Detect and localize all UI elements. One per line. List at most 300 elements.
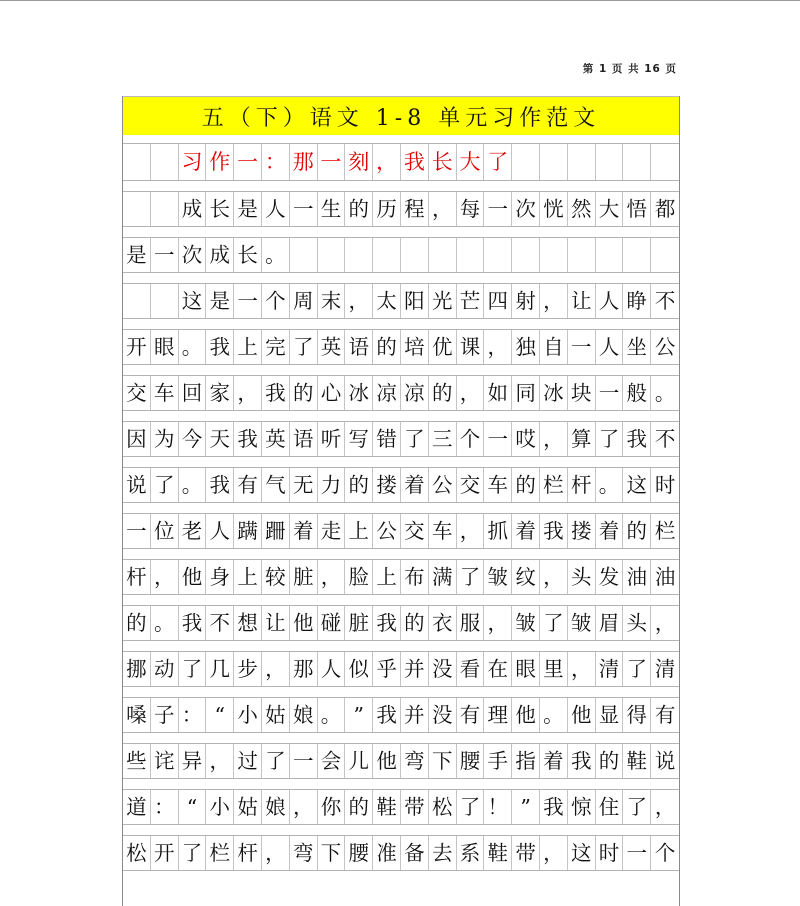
grid-cell (512, 238, 540, 272)
grid-cell: 的 (512, 468, 540, 502)
grid-cell: 了 (290, 330, 318, 364)
grid-cell: 娘 (262, 790, 290, 824)
grid-cell: 弯 (401, 744, 429, 778)
grid-cell: 是 (123, 238, 151, 272)
grid-cell (401, 238, 429, 272)
grid-cell: ， (262, 652, 290, 686)
grid-cell: 悟 (623, 192, 651, 226)
grid-cell: 没 (429, 652, 457, 686)
grid-cell: 个 (457, 422, 485, 456)
grid-cell: 历 (373, 192, 401, 226)
grid-cell: ： (151, 790, 179, 824)
grid-cell: 冰 (345, 376, 373, 410)
grid-cell: 凉 (373, 376, 401, 410)
grid-cell: ， (540, 560, 568, 594)
grid-cell: 程 (401, 192, 429, 226)
document-sheet (122, 96, 680, 906)
grid-cell: 射 (512, 284, 540, 318)
grid-cell: 让 (568, 284, 596, 318)
grid-cell (123, 192, 151, 226)
grid-cell: 了 (540, 606, 568, 640)
grid-cell: 生 (318, 192, 346, 226)
essay-line (123, 183, 679, 229)
grid-cell: 公 (373, 514, 401, 548)
grid-cell: 阳 (401, 284, 429, 318)
grid-cell: 长 (234, 238, 262, 272)
grid-cell: 去 (429, 836, 457, 870)
grid-cell: 腰 (345, 836, 373, 870)
grid-cell: 头 (623, 606, 651, 640)
grid-cell: 周 (290, 284, 318, 318)
grid-cell (290, 238, 318, 272)
grid-cell: 我 (623, 422, 651, 456)
essay-line (123, 505, 679, 551)
grid-cell: ” (345, 698, 373, 732)
essay-line-cells (123, 744, 679, 778)
grid-cell: 每 (457, 192, 485, 226)
grid-cell: 准 (373, 836, 401, 870)
grid-cell (151, 284, 179, 318)
grid-cell: 大 (596, 192, 624, 226)
grid-cell: 了 (262, 744, 290, 778)
grid-cell: 栏 (654, 518, 676, 543)
grid-cell: ， (429, 192, 457, 226)
grid-cell: 个 (654, 840, 676, 865)
grid-cell: 眉 (596, 606, 624, 640)
grid-cell: 天 (206, 422, 234, 456)
essay-line-cells (123, 376, 679, 410)
grid-cell: 我 (401, 144, 429, 180)
grid-cell: 我 (206, 468, 234, 502)
grid-cell: 的 (290, 376, 318, 410)
grid-cell: 蹒 (234, 514, 262, 548)
grid-cell: 的 (373, 330, 401, 364)
grid-cell: 娘 (290, 698, 318, 732)
grid-cell: 一 (234, 284, 262, 318)
grid-cell (151, 144, 179, 180)
grid-cell: 不 (206, 606, 234, 640)
grid-cell: 。 (179, 468, 207, 502)
grid-cell: 一 (568, 330, 596, 364)
grid-cell: 了 (623, 790, 651, 824)
grid-cell: 。 (540, 698, 568, 732)
grid-cell: 儿 (345, 744, 373, 778)
grid-cell (151, 192, 179, 226)
grid-cell: 服 (457, 606, 485, 640)
grid-cell: ： (262, 144, 290, 180)
grid-cell: 。 (151, 606, 179, 640)
grid-cell: 身 (206, 560, 234, 594)
grid-cell: 一 (623, 836, 651, 870)
essay-line (123, 275, 679, 321)
grid-cell: 搂 (373, 468, 401, 502)
essay-heading-cells (123, 144, 679, 180)
grid-cell: 看 (457, 652, 485, 686)
grid-cell: 栏 (206, 836, 234, 870)
grid-cell: 说 (654, 748, 676, 773)
grid-cell: 人 (596, 330, 624, 364)
grid-cell: 没 (429, 698, 457, 732)
grid-cell: 并 (401, 698, 429, 732)
grid-cell: 皱 (484, 560, 512, 594)
grid-cell: 作 (206, 144, 234, 180)
grid-cell: 习 (179, 144, 207, 180)
grid-cell: 长 (206, 192, 234, 226)
grid-cell: 不 (654, 288, 676, 313)
grid-cell: ， (540, 422, 568, 456)
grid-cell (568, 238, 596, 272)
grid-cell: 松 (123, 836, 151, 870)
grid-cell: 的 (596, 744, 624, 778)
grid-cell: 坐 (623, 330, 651, 364)
grid-cell: 公 (429, 468, 457, 502)
grid-cell: 带 (401, 790, 429, 824)
grid-cell: 手 (484, 744, 512, 778)
grid-cell: 了 (179, 652, 207, 686)
essay-line (123, 781, 679, 827)
grid-cell (123, 284, 151, 318)
essay-line (123, 735, 679, 781)
grid-cell: 听 (318, 422, 346, 456)
grid-cell: 脏 (345, 606, 373, 640)
grid-cell: 我 (373, 698, 401, 732)
grid-cell: 今 (179, 422, 207, 456)
grid-cell: 皱 (568, 606, 596, 640)
grid-cell: 在 (484, 652, 512, 686)
grid-cell: 凉 (401, 376, 429, 410)
grid-cell: 自 (540, 330, 568, 364)
grid-cell: 个 (262, 284, 290, 318)
essay-line-cells (123, 330, 679, 364)
grid-cell: 三 (429, 422, 457, 456)
grid-cell: 着 (401, 468, 429, 502)
grid-cell: 住 (596, 790, 624, 824)
essay-line-cells (123, 422, 679, 456)
grid-cell: 语 (290, 422, 318, 456)
grid-cell: 系 (457, 836, 485, 870)
grid-cell: 过 (234, 744, 262, 778)
grid-cell: 让 (262, 606, 290, 640)
grid-cell: 开 (123, 330, 151, 364)
grid-cell: 太 (373, 284, 401, 318)
grid-cell: 这 (568, 836, 596, 870)
grid-cell: 并 (401, 652, 429, 686)
essay-line-cells (123, 560, 679, 594)
grid-cell: ” (512, 790, 540, 824)
grid-cell: 错 (373, 422, 401, 456)
grid-cell: 一 (151, 238, 179, 272)
grid-cell: 无 (290, 468, 318, 502)
grid-cell: 一 (234, 144, 262, 180)
grid-cell: 这 (623, 468, 651, 502)
grid-cell: 清 (654, 656, 676, 681)
grid-cell: 小 (234, 698, 262, 732)
grid-cell: 纹 (512, 560, 540, 594)
grid-cell: ， (234, 376, 262, 410)
essay-line-cells (123, 468, 679, 502)
grid-cell: 车 (429, 514, 457, 548)
grid-cell: 交 (457, 468, 485, 502)
essay-line-cells (123, 790, 679, 824)
grid-cell: 异 (179, 744, 207, 778)
grid-cell: 次 (512, 192, 540, 226)
grid-cell: 一 (484, 192, 512, 226)
grid-cell: 力 (318, 468, 346, 502)
grid-cell: 心 (318, 376, 346, 410)
grid-cell: ， (373, 144, 401, 180)
grid-cell: 腰 (457, 744, 485, 778)
grid-cell: 鞋 (623, 744, 651, 778)
grid-cell: 恍 (540, 192, 568, 226)
essay-heading (123, 135, 679, 183)
grid-cell: 栏 (540, 468, 568, 502)
grid-cell: 杆 (123, 560, 151, 594)
grid-cell: 小 (206, 790, 234, 824)
grid-cell: 杆 (234, 836, 262, 870)
grid-cell: 着 (596, 514, 624, 548)
grid-cell: 的 (345, 192, 373, 226)
grid-cell: 油 (623, 560, 651, 594)
grid-cell: 些 (123, 744, 151, 778)
grid-cell: 了 (596, 422, 624, 456)
grid-cell: 的 (345, 468, 373, 502)
grid-cell: 布 (401, 560, 429, 594)
grid-cell: 碰 (318, 606, 346, 640)
grid-cell: 的 (623, 514, 651, 548)
grid-cell: 诧 (151, 744, 179, 778)
grid-cell: “ (179, 790, 207, 824)
grid-cell: 。 (596, 468, 624, 502)
grid-cell: 我 (262, 376, 290, 410)
grid-cell: 我 (540, 514, 568, 548)
grid-cell: 弯 (290, 836, 318, 870)
grid-cell: 一 (596, 376, 624, 410)
grid-cell: 他 (179, 560, 207, 594)
grid-cell: 我 (568, 744, 596, 778)
grid-cell: 我 (206, 330, 234, 364)
grid-cell: 杆 (568, 468, 596, 502)
essay-line (123, 827, 679, 873)
grid-cell (512, 144, 540, 180)
grid-cell: 回 (179, 376, 207, 410)
grid-cell: 了 (401, 422, 429, 456)
grid-cell: 。 (318, 698, 346, 732)
grid-cell: 几 (206, 652, 234, 686)
essay-line-cells (123, 238, 679, 272)
grid-cell (540, 144, 568, 180)
grid-cell: 跚 (262, 514, 290, 548)
grid-cell: 时 (654, 472, 676, 497)
grid-cell: ， (654, 794, 676, 819)
grid-cell: ， (484, 330, 512, 364)
grid-cell: 交 (401, 514, 429, 548)
grid-cell: 他 (290, 606, 318, 640)
grid-cell: 为 (151, 422, 179, 456)
grid-cell: 备 (401, 836, 429, 870)
grid-cell: 位 (151, 514, 179, 548)
grid-cell: 四 (484, 284, 512, 318)
essay-line (123, 413, 679, 459)
grid-cell: 写 (345, 422, 373, 456)
grid-cell: 有 (234, 468, 262, 502)
grid-cell: 有 (457, 698, 485, 732)
grid-cell: 人 (318, 652, 346, 686)
grid-cell: 松 (429, 790, 457, 824)
grid-cell: 惊 (568, 790, 596, 824)
grid-cell: 车 (151, 376, 179, 410)
grid-cell: 如 (484, 376, 512, 410)
grid-cell (596, 144, 624, 180)
grid-cell: 道 (123, 790, 151, 824)
grid-cell: 了 (457, 790, 485, 824)
grid-cell: 语 (345, 330, 373, 364)
grid-cell: 。 (262, 238, 290, 272)
grid-cell: 一 (290, 192, 318, 226)
grid-cell: 会 (318, 744, 346, 778)
grid-cell: ： (179, 698, 207, 732)
grid-cell: 英 (318, 330, 346, 364)
grid-cell: 我 (540, 790, 568, 824)
grid-cell (596, 238, 624, 272)
grid-cell (540, 238, 568, 272)
grid-cell: 嗓 (123, 698, 151, 732)
grid-cell: 公 (654, 334, 676, 359)
grid-cell: 下 (318, 836, 346, 870)
essay-line-cells (123, 606, 679, 640)
grid-cell: 我 (234, 422, 262, 456)
grid-cell: 一 (318, 144, 346, 180)
essay-line (123, 551, 679, 597)
grid-cell: 成 (179, 192, 207, 226)
grid-cell: 的 (401, 606, 429, 640)
grid-cell: ， (484, 606, 512, 640)
grid-cell: 家 (206, 376, 234, 410)
grid-cell: 这 (179, 284, 207, 318)
grid-cell: ， (318, 560, 346, 594)
page-top-border (0, 0, 800, 1)
grid-cell: 的 (345, 790, 373, 824)
document-title: 五（下）语文 1-8 单元习作范文 (123, 96, 679, 135)
grid-cell: 人 (596, 284, 624, 318)
grid-cell: 上 (345, 514, 373, 548)
grid-cell: 是 (234, 192, 262, 226)
grid-cell: 说 (123, 468, 151, 502)
grid-cell: 。 (179, 330, 207, 364)
grid-cell: 着 (540, 744, 568, 778)
grid-cell: 优 (429, 330, 457, 364)
grid-cell: 长 (429, 144, 457, 180)
grid-cell: 满 (429, 560, 457, 594)
grid-cell: 睁 (623, 284, 651, 318)
grid-cell: 是 (206, 284, 234, 318)
grid-cell: 刻 (345, 144, 373, 180)
grid-cell: 了 (151, 468, 179, 502)
grid-cell: 大 (457, 144, 485, 180)
grid-cell: 然 (568, 192, 596, 226)
grid-cell: 人 (206, 514, 234, 548)
grid-cell: 不 (654, 426, 676, 451)
grid-cell: 我 (179, 606, 207, 640)
grid-cell: 姑 (262, 698, 290, 732)
grid-cell: 同 (512, 376, 540, 410)
essay-line-cells (123, 514, 679, 548)
grid-cell: ！ (484, 790, 512, 824)
grid-cell: 脏 (290, 560, 318, 594)
grid-cell: ， (540, 836, 568, 870)
grid-cell: 皱 (512, 606, 540, 640)
grid-cell: 鞋 (373, 790, 401, 824)
grid-cell: “ (206, 698, 234, 732)
grid-cell: 脸 (345, 560, 373, 594)
grid-cell: 的 (123, 606, 151, 640)
grid-cell: 上 (234, 560, 262, 594)
grid-cell (318, 238, 346, 272)
grid-cell: 动 (151, 652, 179, 686)
grid-cell: 步 (234, 652, 262, 686)
grid-cell: ， (206, 744, 234, 778)
grid-cell: 他 (512, 698, 540, 732)
grid-cell: 里 (540, 652, 568, 686)
grid-cell: 开 (151, 836, 179, 870)
grid-cell: 芒 (457, 284, 485, 318)
grid-cell: 有 (654, 702, 676, 727)
grid-cell: 下 (429, 744, 457, 778)
page-number: 第 1 页 共 16 页 (582, 63, 677, 75)
essay-line (123, 229, 679, 275)
grid-cell: ， (457, 514, 485, 548)
grid-cell: ， (345, 284, 373, 318)
grid-cell: 着 (290, 514, 318, 548)
grid-cell: 般 (623, 376, 651, 410)
grid-cell (429, 238, 457, 272)
grid-cell: 时 (596, 836, 624, 870)
grid-cell: 了 (179, 836, 207, 870)
essay-line (123, 459, 679, 505)
grid-cell: 指 (512, 744, 540, 778)
grid-cell (623, 144, 651, 180)
grid-cell: 光 (429, 284, 457, 318)
grid-cell (623, 238, 651, 272)
grid-cell: 算 (568, 422, 596, 456)
grid-cell: 走 (318, 514, 346, 548)
grid-cell: 交 (123, 376, 151, 410)
grid-cell: 似 (345, 652, 373, 686)
grid-cell: 哎 (512, 422, 540, 456)
grid-cell: 人 (262, 192, 290, 226)
grid-cell: 车 (484, 468, 512, 502)
grid-cell: 上 (234, 330, 262, 364)
grid-cell: ， (262, 836, 290, 870)
grid-cell: 那 (290, 652, 318, 686)
grid-cell: 老 (179, 514, 207, 548)
essay-line (123, 367, 679, 413)
grid-cell: 抓 (484, 514, 512, 548)
grid-cell (373, 238, 401, 272)
grid-cell: 了 (623, 652, 651, 686)
essay-line-cells (123, 284, 679, 318)
grid-cell: 乎 (373, 652, 401, 686)
grid-cell: 想 (234, 606, 262, 640)
grid-cell: 一 (123, 514, 151, 548)
grid-cell: 了 (457, 560, 485, 594)
essay-line (123, 643, 679, 689)
grid-cell: ， (654, 610, 676, 635)
essay-line (123, 689, 679, 735)
grid-cell: ， (290, 790, 318, 824)
grid-cell: 显 (596, 698, 624, 732)
grid-cell: 得 (623, 698, 651, 732)
grid-cell: 头 (568, 560, 596, 594)
